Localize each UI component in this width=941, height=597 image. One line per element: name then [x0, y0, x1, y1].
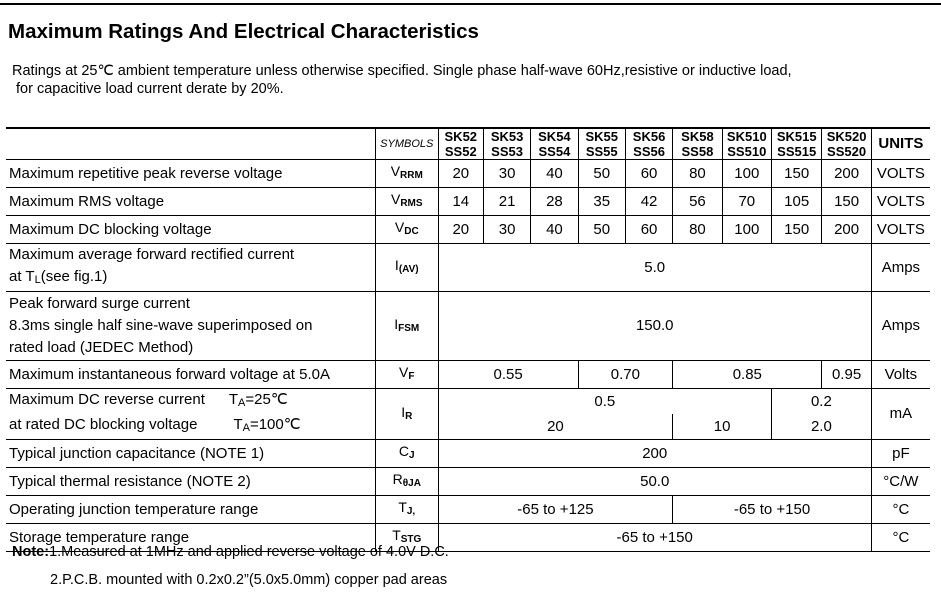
- notes: [12, 538, 449, 594]
- table-row: [6, 244, 930, 292]
- value-cell: 0.85: [673, 361, 822, 389]
- table-row: [6, 389, 930, 415]
- unit-cell: °C: [871, 524, 930, 552]
- units-header: UNITS: [871, 128, 930, 160]
- top-rule: [0, 3, 941, 5]
- param-label: Maximum instantaneous forward voltage at 5.0A: [6, 361, 375, 389]
- part-col-5: SK58 SS58: [673, 128, 722, 160]
- value-cell: 200: [822, 160, 871, 188]
- unit-cell: VOLTS: [871, 188, 930, 216]
- value-cell: -65 to +125: [438, 496, 673, 524]
- intro-line-2: for capacitive load current derate by 20%.: [12, 81, 284, 97]
- symbol-cell: $V_{DC}$: [375, 216, 438, 244]
- param-label: Typical junction capacitance (NOTE 1): [6, 440, 375, 468]
- unit-cell: Amps: [871, 244, 930, 292]
- unit-cell: pF: [871, 440, 930, 468]
- value-cell: 30: [483, 216, 530, 244]
- unit-cell: mA: [871, 389, 930, 440]
- part-col-7: SK515 SS515: [771, 128, 821, 160]
- value-cell: -65 to +150: [438, 524, 871, 552]
- value-cell: 50: [578, 216, 625, 244]
- symbol-cell: $C_J$: [375, 440, 438, 468]
- symbol-cell: $I_R$: [375, 389, 438, 440]
- part-col-0: SK52 SS52: [438, 128, 483, 160]
- value-cell: 60: [625, 216, 672, 244]
- part-col-6: SK510 SS510: [722, 128, 771, 160]
- unit-cell: °C/W: [871, 468, 930, 496]
- table-row: [6, 440, 930, 468]
- value-cell: 100: [722, 160, 771, 188]
- part-col-4: SK56 SS56: [625, 128, 672, 160]
- value-cell: 150: [771, 216, 821, 244]
- value-cell: 5.0: [438, 244, 871, 292]
- value-cell: 20: [438, 216, 483, 244]
- unit-cell: VOLTS: [871, 216, 930, 244]
- ratings-table: [6, 127, 930, 552]
- value-cell: 0.5: [438, 389, 771, 415]
- symbol-cell: $R_{\theta JA}$: [375, 468, 438, 496]
- symbol-cell: $T_{J,}$: [375, 496, 438, 524]
- part-col-3: SK55 SS55: [578, 128, 625, 160]
- param-label: Maximum DC blocking voltage: [6, 216, 375, 244]
- table-header-row: [6, 128, 930, 160]
- table-row: [6, 216, 930, 244]
- symbol-cell: $V_{RRM}$: [375, 160, 438, 188]
- value-cell: 100: [722, 216, 771, 244]
- table-row: [6, 160, 930, 188]
- part-col-8: SK520 SS520: [822, 128, 871, 160]
- table-row: [6, 468, 930, 496]
- value-cell: -65 to +150: [673, 496, 872, 524]
- part-col-2: SK54 SS54: [531, 128, 578, 160]
- param-label: Maximum DC reverse current $T_A=25℃$ at rated DC blocking voltage $T_A=100℃$: [6, 389, 375, 440]
- value-cell: 0.70: [578, 361, 673, 389]
- value-cell: 150: [822, 188, 871, 216]
- param-label: Peak forward surge current 8.3ms single half sine-wave superimposed on rated load (JEDEC Method): [6, 292, 375, 361]
- symbols-header: SYMBOLS: [375, 128, 438, 160]
- intro-text: [12, 62, 792, 98]
- table-row: [6, 361, 930, 389]
- value-cell: 30: [483, 160, 530, 188]
- param-label: Operating junction temperature range: [6, 496, 375, 524]
- param-label: Maximum repetitive peak reverse voltage: [6, 160, 375, 188]
- unit-cell: °C: [871, 496, 930, 524]
- symbol-cell: $V_{RMS}$: [375, 188, 438, 216]
- value-cell: 28: [531, 188, 578, 216]
- value-cell: 150.0: [438, 292, 871, 361]
- value-cell: 14: [438, 188, 483, 216]
- value-cell: 20: [438, 414, 673, 440]
- value-cell: 105: [771, 188, 821, 216]
- note-1: Note:1.Measured at 1MHz and applied reverse voltage of 4.0V D.C.: [12, 544, 449, 560]
- value-cell: 56: [673, 188, 722, 216]
- value-cell: 150: [771, 160, 821, 188]
- value-cell: 42: [625, 188, 672, 216]
- header-blank: [6, 128, 375, 160]
- part-col-1: SK53 SS53: [483, 128, 530, 160]
- value-cell: 2.0: [771, 414, 871, 440]
- intro-line-1: Ratings at 25℃ ambient temperature unless otherwise specified. Single phase half-wave 60Hz,resistive or inductive load,: [12, 63, 792, 79]
- value-cell: 40: [531, 160, 578, 188]
- value-cell: 200: [438, 440, 871, 468]
- param-label: Maximum average forward rectified current at $T_L(see$ fig.1): [6, 244, 375, 292]
- value-cell: 70: [722, 188, 771, 216]
- param-label: Typical thermal resistance (NOTE 2): [6, 468, 375, 496]
- value-cell: 200: [822, 216, 871, 244]
- unit-cell: Amps: [871, 292, 930, 361]
- value-cell: 50.0: [438, 468, 871, 496]
- value-cell: 35: [578, 188, 625, 216]
- value-cell: 50: [578, 160, 625, 188]
- table-row: [6, 188, 930, 216]
- value-cell: 80: [673, 216, 722, 244]
- unit-cell: VOLTS: [871, 160, 930, 188]
- symbol-cell: $I_{FSM}$: [375, 292, 438, 361]
- param-label: Storage temperature range: [6, 524, 375, 552]
- value-cell: 80: [673, 160, 722, 188]
- param-label: Maximum RMS voltage: [6, 188, 375, 216]
- symbol-cell: $T_{STG}$: [375, 524, 438, 552]
- value-cell: 20: [438, 160, 483, 188]
- symbol-cell: $V_F$: [375, 361, 438, 389]
- page-title: Maximum Ratings And Electrical Characteristics: [8, 20, 479, 43]
- value-cell: 40: [531, 216, 578, 244]
- symbol-cell: $I_{(AV)}$: [375, 244, 438, 292]
- value-cell: 21: [483, 188, 530, 216]
- table-row: [6, 292, 930, 361]
- value-cell: 0.95: [822, 361, 871, 389]
- value-cell: 60: [625, 160, 672, 188]
- note-2: 2.P.C.B. mounted with 0.2x0.2”(5.0x5.0mm) copper pad areas: [50, 572, 448, 588]
- value-cell: 0.2: [771, 389, 871, 415]
- value-cell: 10: [673, 414, 772, 440]
- unit-cell: Volts: [871, 361, 930, 389]
- value-cell: 0.55: [438, 361, 578, 389]
- table-row: [6, 496, 930, 524]
